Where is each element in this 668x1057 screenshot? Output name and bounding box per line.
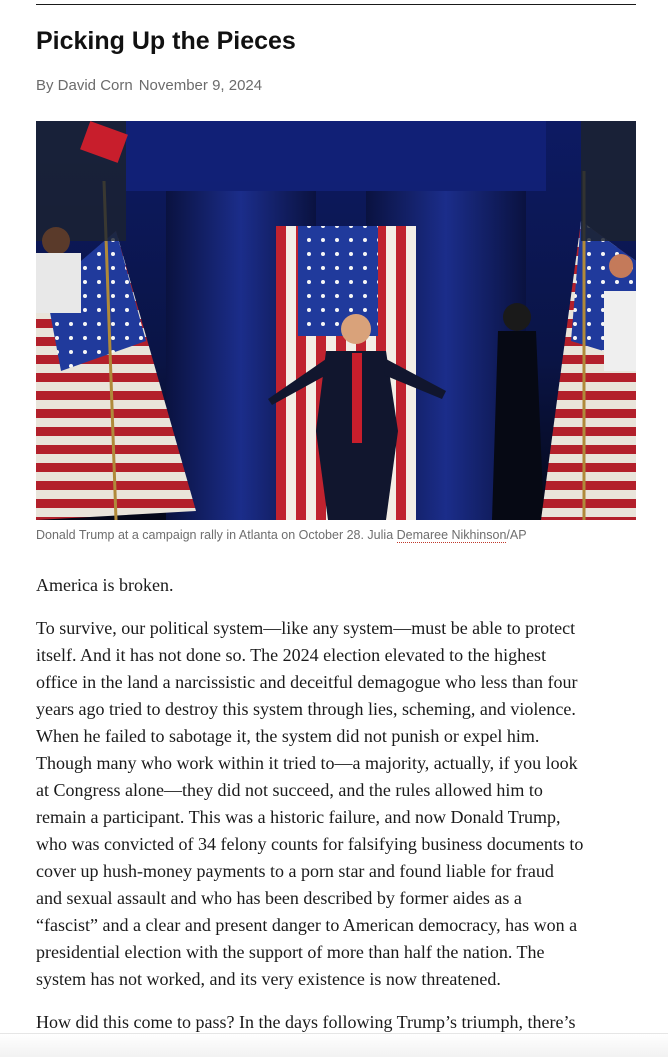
paragraph-line: presidential election with the support of more than half the nation. The [36, 942, 545, 962]
paragraph-line: who was convicted of 34 felony counts for falsifying business documents to [36, 834, 584, 854]
paragraph-line: and sexual assault and who has been described by former aides as a [36, 888, 522, 908]
bottom-edge [0, 1033, 668, 1057]
article-photo [36, 121, 636, 520]
paragraph-3 [36, 1009, 636, 1036]
caption-text: Donald Trump at a campaign rally in Atlanta on October 28. Julia [36, 528, 397, 542]
paragraph-line: itself. And it has not done so. The 2024 election elevated to the highest [36, 645, 547, 665]
paragraph-line: “fascist” and a clear and present danger to American democracy, has won a [36, 915, 578, 935]
paragraph-line: system has not worked, and its very existence is now threatened. [36, 969, 501, 989]
caption-credit-agency: /AP [506, 528, 527, 542]
article-title: Picking Up the Pieces [36, 27, 296, 55]
paragraph-line: To survive, our political system—like any system—must be able to protect [36, 618, 576, 638]
photo-caption [36, 526, 527, 544]
author-link[interactable]: By David Corn [36, 77, 133, 94]
publish-date: November 9, 2024 [138, 77, 263, 94]
paragraph-line: How did this come to pass? In the days following Trump’s triumph, there’s [36, 1012, 576, 1032]
paragraph-line: When he failed to sabotage it, the system did not punish or expel him. [36, 726, 540, 746]
paragraph-line: cover up hush-money payments to a porn star and found liable for fraud [36, 861, 554, 881]
paragraph-line: years ago tried to destroy this system through lies, scheming, and violence. [36, 699, 576, 719]
top-divider [36, 4, 636, 5]
paragraph-line: Though many who work within it tried to—a majority, actually, if you look [36, 753, 578, 773]
paragraph-line: America is broken. [36, 575, 174, 595]
paragraph-2 [36, 615, 636, 993]
paragraph-1 [36, 572, 636, 599]
paragraph-line: office in the land a narcissistic and deceitful demagogue who less than four [36, 672, 578, 692]
photographer-name: Demaree Nikhinson [396, 528, 507, 542]
paragraph-line: at Congress alone—they did not succeed, and the rules allowed him to [36, 780, 543, 800]
paragraph-line: remain a participant. This was a historic failure, and now Donald Trump, [36, 807, 561, 827]
byline [36, 76, 262, 96]
